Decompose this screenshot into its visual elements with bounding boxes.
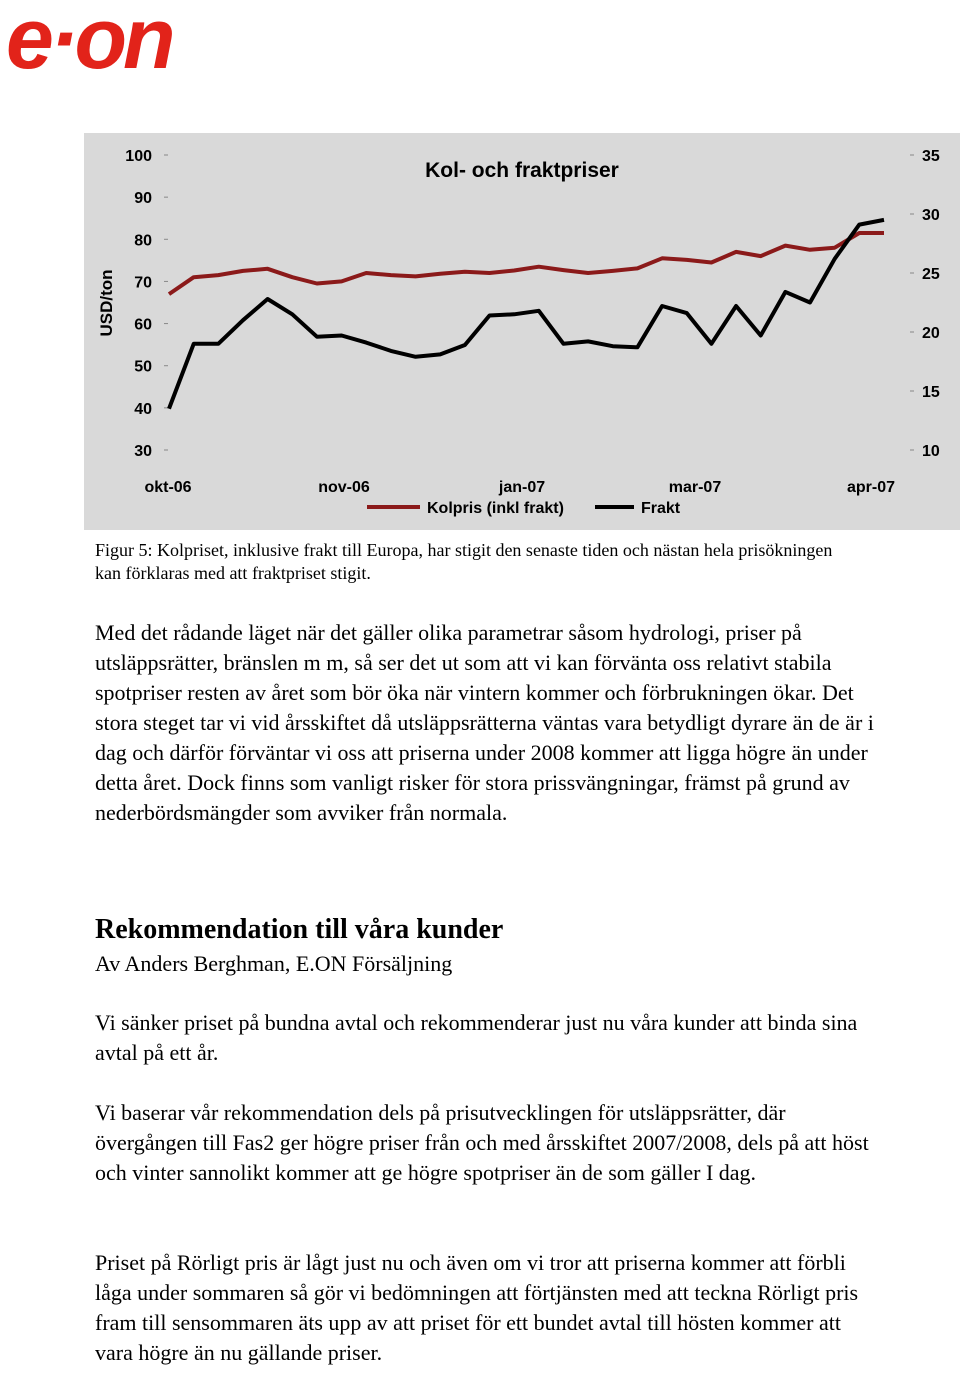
- y-left-tick-label: 100: [125, 148, 152, 165]
- x-tick-label: mar-07: [668, 479, 722, 496]
- series-line-kolpris: [169, 233, 884, 294]
- x-tick-label: nov-06: [318, 479, 370, 496]
- y-left-tick-label: 60: [134, 316, 152, 334]
- x-tick-label: jan-07: [498, 479, 546, 496]
- y-right-tick-label: 30: [922, 207, 940, 224]
- y-right-tick-label: 10: [922, 443, 940, 460]
- y-left-tick-label: 70: [134, 274, 152, 292]
- figure-caption: Figur 5: Kolpriset, inklusive frakt till Europa, har stigit den senaste tiden och nästan hela prisökningen kan förklaras med att fraktpriset stigit.: [95, 540, 833, 583]
- y-left-tick-label: 50: [134, 358, 152, 376]
- paragraph-basis: Vi baserar vår rekommendation dels på prisutvecklingen för utsläppsrätter, där övergången till Fas2 ger högre priser från och med årsskiftet 2007/2008, dels på att höst och vinter sannolikt kommer att ge högre spotpriser än de som gäller I dag.: [95, 1100, 869, 1185]
- chart-title: Kol- och fraktpriser: [425, 159, 619, 182]
- paragraph-outlook: Med det rådande läget när det gäller olika parametrar såsom hydrologi, priser på utsläppsrätter, bränslen m m, så ser det ut som att vi kan förvänta oss relativt stabila spotpriser resten av året som bör öka när vintern kommer och förbrukningen ökar. Det stora steget tar vi vid årsskiftet då utsläppsrätterna väntas vara betydligt dyrare än de är i dag och därför förväntar vi oss att priserna under 2008 kommer att ligga högre än under detta året. Dock finns som vanligt risker för stora prissvängningar, främst på grund av nederbördsmängder som avviker från normala.: [95, 620, 874, 825]
- legend-label: Kolpris (inkl frakt): [427, 500, 564, 517]
- paragraph-variable-price: Priset på Rörligt pris är lågt just nu och även om vi tror att priserna kommer att förbli låga under sommaren så gör vi bedömningen att förtjänsten med att teckna Rörligt pris fram till sensommaren äts upp av att priset för ett bundet avtal till hösten kommer att vara högre än nu gällande priser.: [95, 1250, 859, 1365]
- section-heading: Rekommendation till våra kunder: [95, 914, 504, 945]
- y-right-tick-label: 25: [922, 266, 940, 283]
- chart-panel: [84, 133, 960, 530]
- y-left-tick-label: 80: [134, 232, 152, 250]
- y-right-tick-label: 20: [922, 325, 940, 342]
- author-byline: Av Anders Berghman, E.ON Försäljning: [95, 951, 453, 976]
- y-axis-left-label: USD/ton: [97, 269, 116, 337]
- x-tick-label: okt-06: [144, 479, 192, 496]
- x-tick-label: apr-07: [846, 479, 896, 496]
- eon-logo: [6, 2, 246, 78]
- y-left-tick-label: 30: [134, 443, 152, 460]
- legend-label: Frakt: [641, 500, 681, 517]
- paragraph-recommendation: Vi sänker priset på bundna avtal och rekommenderar just nu våra kunder att binda sina avtal på ett år.: [95, 1010, 858, 1065]
- coal-freight-chart: [84, 133, 960, 530]
- y-left-tick-label: 90: [134, 190, 152, 208]
- y-left-tick-label: 40: [134, 400, 152, 418]
- y-right-tick-label: 15: [922, 384, 940, 401]
- y-right-tick-label: 35: [922, 148, 940, 165]
- svg-text:e·on: e·on: [6, 2, 172, 78]
